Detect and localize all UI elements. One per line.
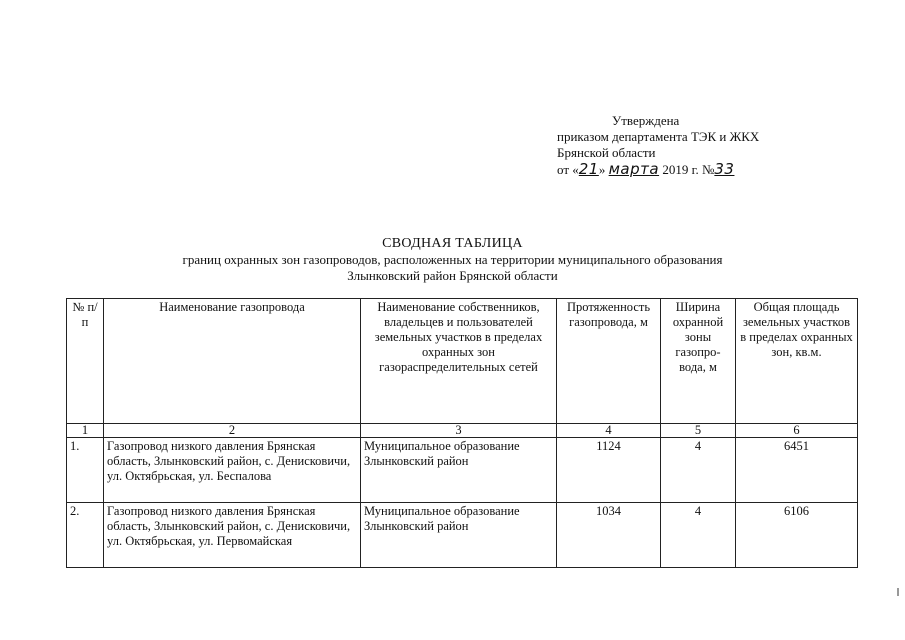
date-mid: »	[598, 162, 606, 177]
row-length: 1124	[557, 438, 661, 503]
row-zone-width: 4	[661, 438, 736, 503]
table-row	[67, 438, 858, 503]
row-pipeline-name: Газопровод низкого давления Брянская область, Злынковский район, с. Денисковичи, ул. Октябрьская, ул. Беспалова	[104, 438, 361, 503]
column-number: 3	[361, 424, 557, 438]
document-subtitle-region: Злынковский район Брянской области	[347, 268, 558, 283]
handwritten-month: марта	[608, 160, 660, 178]
row-num: 2.	[67, 503, 104, 568]
row-owner: Муниципальное образование Злынковский район	[361, 503, 557, 568]
document-title: СВОДНАЯ ТАБЛИЦА	[382, 236, 523, 251]
number-prefix: №	[701, 162, 715, 177]
header-length: Протяженность газопровода, м	[557, 299, 661, 424]
approval-title: Утверждена	[612, 113, 680, 128]
summary-table	[66, 298, 858, 568]
header-total-area: Общая площадь земельных участков в пределах охранных зон, кв.м.	[736, 299, 858, 424]
scan-margin-mark	[897, 588, 899, 596]
document-subtitle: границ охранных зон газопроводов, расположенных на территории муниципального образования	[182, 252, 723, 267]
header-pipeline-name: Наименование газопровода	[104, 299, 361, 424]
header-zone-width: Ширина охранной зоны газопро-вода, м	[661, 299, 736, 424]
column-number: 6	[736, 424, 858, 438]
table-row	[67, 503, 858, 568]
approval-date-line	[557, 161, 857, 178]
row-total-area: 6106	[736, 503, 858, 568]
document-title-block	[0, 236, 905, 284]
column-number: 1	[67, 424, 104, 438]
column-number: 4	[557, 424, 661, 438]
row-num: 1.	[67, 438, 104, 503]
date-prefix: от «	[557, 162, 579, 177]
header-owners: Наименование собственников, владельцев и пользователей земельных участков в пределах охранных зон газораспределительных сетей	[361, 299, 557, 424]
row-zone-width: 4	[661, 503, 736, 568]
handwritten-number: 33	[714, 160, 735, 178]
row-owner: Муниципальное образование Злынковский район	[361, 438, 557, 503]
column-number: 5	[661, 424, 736, 438]
approval-region-line: Брянской области	[557, 145, 656, 160]
table-column-number-row	[67, 424, 858, 438]
row-pipeline-name: Газопровод низкого давления Брянская область, Злынковский район, с. Денисковичи, ул. Октябрьская, ул. Первомайская	[104, 503, 361, 568]
header-num: № п/п	[67, 299, 104, 424]
column-number: 2	[104, 424, 361, 438]
handwritten-day: 21	[578, 160, 599, 178]
row-length: 1034	[557, 503, 661, 568]
year-text: 2019 г.	[662, 162, 699, 177]
row-total-area: 6451	[736, 438, 858, 503]
approval-stamp	[557, 113, 857, 178]
approval-order-line: приказом департамента ТЭК и ЖКХ	[557, 129, 760, 144]
table-header-row	[67, 299, 858, 424]
